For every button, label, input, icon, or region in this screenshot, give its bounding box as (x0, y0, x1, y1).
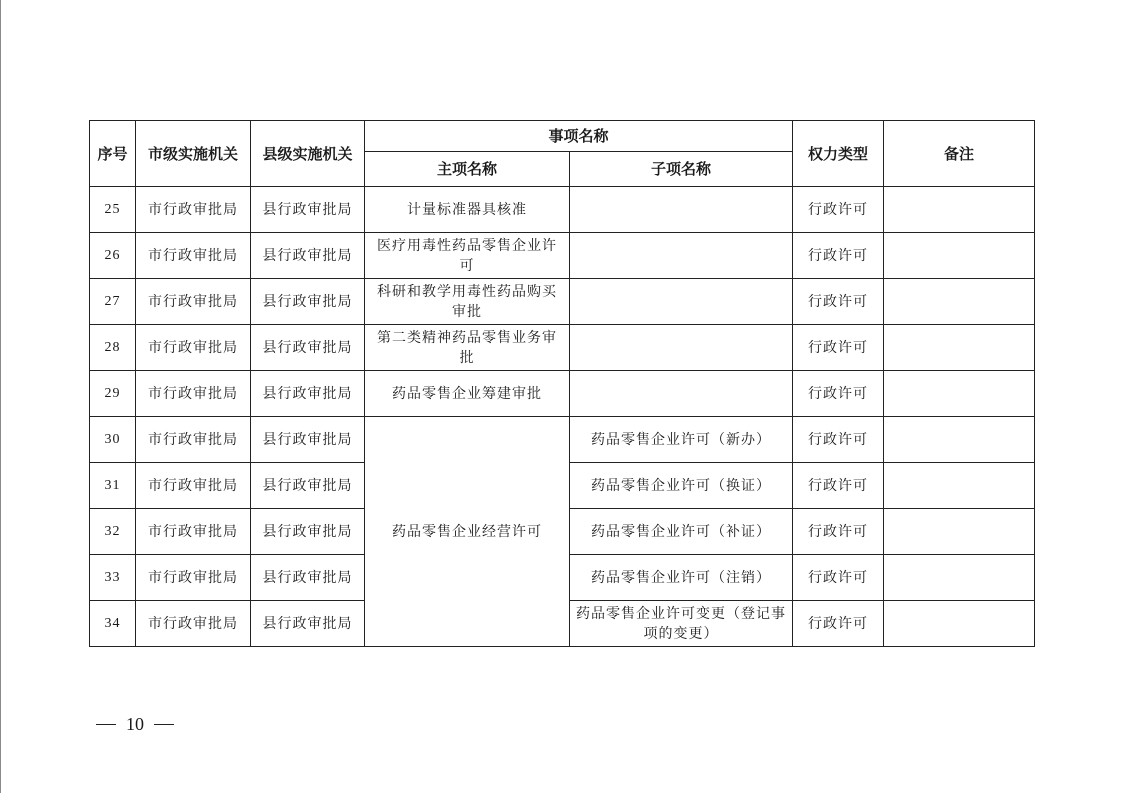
main-item-cell: 医疗用毒性药品零售企业许可 (365, 233, 570, 279)
county-org-cell: 县行政审批局 (251, 325, 365, 371)
sub-item-cell (570, 233, 793, 279)
county-org-cell: 县行政审批局 (251, 233, 365, 279)
header-main-item: 主项名称 (365, 152, 570, 187)
power-type-cell: 行政许可 (793, 233, 884, 279)
header-item-name: 事项名称 (365, 121, 793, 152)
header-seq: 序号 (90, 121, 136, 187)
remarks-cell (884, 279, 1035, 325)
row-number: 34 (90, 601, 136, 647)
city-org-cell: 市行政审批局 (136, 463, 251, 509)
city-org-cell: 市行政审批局 (136, 187, 251, 233)
county-org-cell: 县行政审批局 (251, 601, 365, 647)
authority-items-table (89, 120, 1035, 647)
row-number: 28 (90, 325, 136, 371)
sub-item-cell (570, 187, 793, 233)
remarks-cell (884, 325, 1035, 371)
row-number: 29 (90, 371, 136, 417)
county-org-cell: 县行政审批局 (251, 187, 365, 233)
city-org-cell: 市行政审批局 (136, 509, 251, 555)
table-row (90, 371, 1035, 417)
table-row (90, 187, 1035, 233)
row-number: 31 (90, 463, 136, 509)
table-header-row-1 (90, 121, 1035, 152)
city-org-cell: 市行政审批局 (136, 601, 251, 647)
row-number: 33 (90, 555, 136, 601)
power-type-cell: 行政许可 (793, 601, 884, 647)
city-org-cell: 市行政审批局 (136, 555, 251, 601)
dash-left (96, 724, 116, 725)
sub-item-cell: 药品零售企业许可变更（登记事项的变更） (570, 601, 793, 647)
remarks-cell (884, 601, 1035, 647)
county-org-cell: 县行政审批局 (251, 463, 365, 509)
row-number: 26 (90, 233, 136, 279)
county-org-cell: 县行政审批局 (251, 555, 365, 601)
sub-item-cell: 药品零售企业许可（新办） (570, 417, 793, 463)
power-type-cell: 行政许可 (793, 463, 884, 509)
main-item-merged-cell: 药品零售企业经营许可 (365, 417, 570, 647)
header-power-type: 权力类型 (793, 121, 884, 187)
sub-item-cell (570, 279, 793, 325)
row-number: 32 (90, 509, 136, 555)
power-type-cell: 行政许可 (793, 371, 884, 417)
page-number-footer (96, 714, 174, 735)
county-org-cell: 县行政审批局 (251, 417, 365, 463)
main-item-cell: 药品零售企业筹建审批 (365, 371, 570, 417)
row-number: 30 (90, 417, 136, 463)
remarks-cell (884, 509, 1035, 555)
city-org-cell: 市行政审批局 (136, 371, 251, 417)
header-remarks: 备注 (884, 121, 1035, 187)
sub-item-cell: 药品零售企业许可（补证） (570, 509, 793, 555)
city-org-cell: 市行政审批局 (136, 279, 251, 325)
county-org-cell: 县行政审批局 (251, 279, 365, 325)
table-row (90, 325, 1035, 371)
city-org-cell: 市行政审批局 (136, 325, 251, 371)
main-item-cell: 第二类精神药品零售业务审批 (365, 325, 570, 371)
header-sub-item: 子项名称 (570, 152, 793, 187)
sub-item-cell (570, 325, 793, 371)
main-item-cell: 科研和教学用毒性药品购买审批 (365, 279, 570, 325)
header-city-org: 市级实施机关 (136, 121, 251, 187)
row-number: 27 (90, 279, 136, 325)
header-county-org: 县级实施机关 (251, 121, 365, 187)
county-org-cell: 县行政审批局 (251, 509, 365, 555)
page-number: 10 (126, 714, 144, 734)
page-edge-line (0, 0, 1, 793)
remarks-cell (884, 463, 1035, 509)
city-org-cell: 市行政审批局 (136, 233, 251, 279)
table-row (90, 279, 1035, 325)
row-number: 25 (90, 187, 136, 233)
dash-right (154, 724, 174, 725)
sub-item-cell: 药品零售企业许可（注销） (570, 555, 793, 601)
remarks-cell (884, 187, 1035, 233)
power-type-cell: 行政许可 (793, 325, 884, 371)
sub-item-cell (570, 371, 793, 417)
power-type-cell: 行政许可 (793, 187, 884, 233)
table-row (90, 233, 1035, 279)
remarks-cell (884, 417, 1035, 463)
main-item-cell: 计量标准器具核准 (365, 187, 570, 233)
remarks-cell (884, 555, 1035, 601)
table-row (90, 417, 1035, 463)
city-org-cell: 市行政审批局 (136, 417, 251, 463)
sub-item-cell: 药品零售企业许可（换证） (570, 463, 793, 509)
remarks-cell (884, 371, 1035, 417)
county-org-cell: 县行政审批局 (251, 371, 365, 417)
power-type-cell: 行政许可 (793, 555, 884, 601)
power-type-cell: 行政许可 (793, 509, 884, 555)
power-type-cell: 行政许可 (793, 417, 884, 463)
power-type-cell: 行政许可 (793, 279, 884, 325)
remarks-cell (884, 233, 1035, 279)
